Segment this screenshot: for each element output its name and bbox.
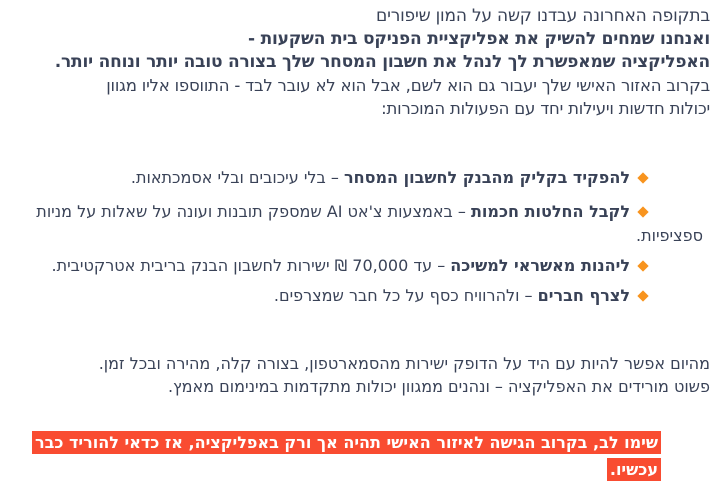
diamond-bullet-icon bbox=[637, 206, 648, 217]
intro-line-3: האפליקציה שמאפשרת לך לנהל את חשבון המסחר שלך בצורה טובה יותר ונוחה יותר. bbox=[54, 52, 710, 72]
warning-highlight: שימו לב, בקרוב הגישה לאיזור האישי תהיה אך ורק באפליקציה, אז כדאי להוריד כבר bbox=[32, 431, 661, 454]
list-item-text: – ולהרוויח כסף על כל חבר שמצרפים. bbox=[273, 286, 538, 305]
intro-line-4: בקרוב האזור האישי שלך יעבור גם הוא לשם, אבל הוא לא עובר לבד - התווספו אליו מגוון bbox=[106, 76, 710, 95]
list-item-deposit bbox=[0, 166, 710, 190]
warning-notice bbox=[0, 429, 661, 483]
warning-highlight: עכשיו. bbox=[607, 458, 661, 481]
feature-list bbox=[0, 166, 710, 308]
outro-paragraph bbox=[0, 352, 710, 398]
list-item-text: – עד 70,000 ₪ ישירות לחשבון הבנק בריבית אטרקטיבית. bbox=[51, 256, 451, 275]
outro-line-1: מהיום אפשר להיות עם היד על הדופק ישירות מהסמארטפון, בצורה קלה, מהירה ובכל זמן. bbox=[98, 354, 710, 373]
intro-line-5: יכולות חדשות ויעילות יחד עם הפעולות המוכרות: bbox=[381, 99, 710, 118]
list-item-ai-decisions bbox=[0, 200, 710, 224]
list-item-title: להפקיד בקליק מהבנק לחשבון המסחר bbox=[343, 168, 630, 187]
intro-line-1: בתקופה האחרונה עבדנו קשה על המון שיפורים bbox=[376, 6, 710, 26]
diamond-bullet-icon bbox=[637, 260, 648, 271]
diamond-bullet-icon bbox=[637, 172, 648, 183]
list-item-text: – באמצעות צ'אט AI שמספק תובנות ועונה על שאלות על מניות bbox=[36, 202, 471, 221]
warning-line-1 bbox=[0, 429, 661, 456]
list-item-title: ליהנות מאשראי למשיכה bbox=[450, 256, 630, 275]
list-item-title: לקבל החלטות חכמות bbox=[470, 202, 630, 221]
warning-line-2 bbox=[0, 456, 661, 483]
list-item-text: – בלי עיכובים ובלי אסמכתאות. bbox=[130, 168, 344, 187]
intro-line-2: ואנחנו שמחים להשיק את אפליקציית הפניקס בית השקעות - bbox=[248, 29, 710, 49]
list-item-ai-decisions-wrap: ספציפיות. bbox=[636, 226, 703, 245]
list-item-credit bbox=[0, 254, 710, 278]
outro-line-2: פשוט מורידים את האפליקציה – ונהנים ממגוון יכולות מתקדמות במינימום מאמץ. bbox=[167, 377, 710, 396]
list-item-title: לצרף חברים bbox=[537, 286, 630, 305]
diamond-bullet-icon bbox=[637, 290, 648, 301]
list-item-refer-friends bbox=[0, 284, 710, 308]
